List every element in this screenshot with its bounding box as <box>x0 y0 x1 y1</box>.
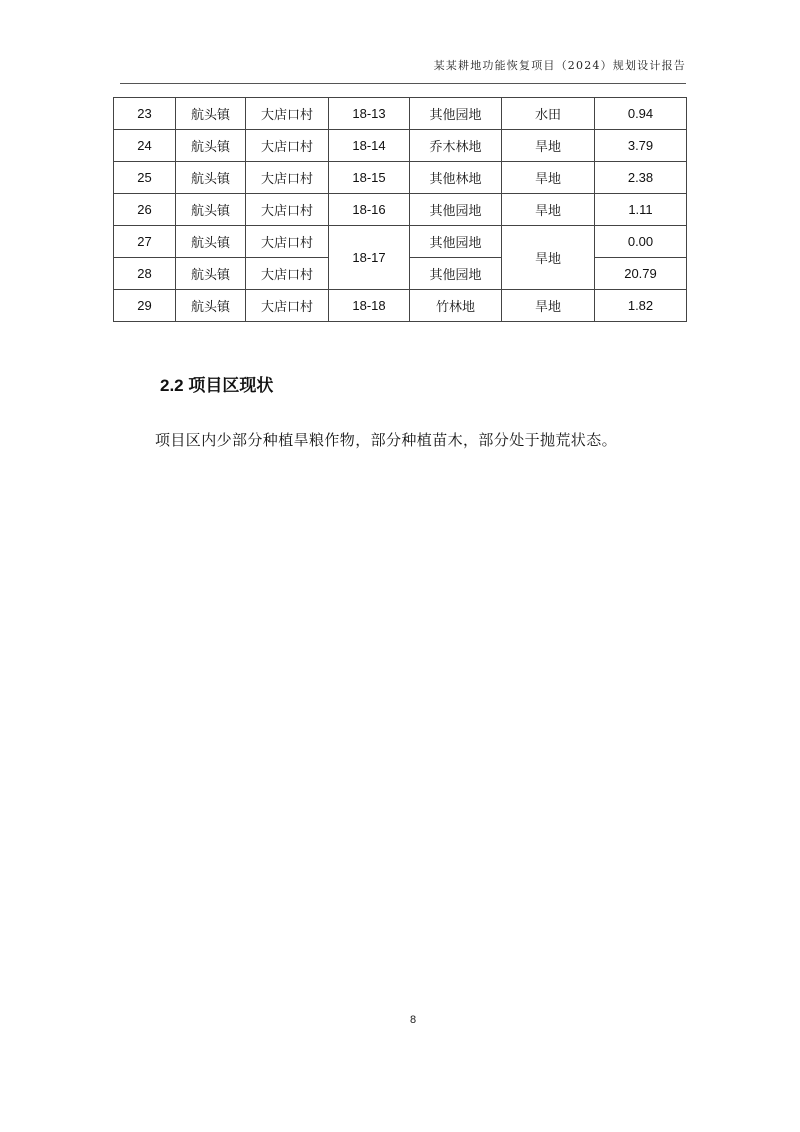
cell-land-class: 其他林地 <box>410 162 502 194</box>
table-row <box>114 226 687 258</box>
cell-village: 大店口村 <box>246 162 329 194</box>
cell-no: 26 <box>114 194 176 226</box>
cell-no: 25 <box>114 162 176 194</box>
cell-no: 27 <box>114 226 176 258</box>
cell-town: 航头镇 <box>176 98 246 130</box>
cell-no: 23 <box>114 98 176 130</box>
cell-land-class: 乔木林地 <box>410 130 502 162</box>
cell-field-type: 旱地 <box>502 162 595 194</box>
cell-town: 航头镇 <box>176 162 246 194</box>
cell-area: 1.82 <box>595 290 687 322</box>
cell-village: 大店口村 <box>246 130 329 162</box>
cell-village: 大店口村 <box>246 98 329 130</box>
cell-field-type: 旱地 <box>502 194 595 226</box>
section-heading: 2.2 项目区现状 <box>160 376 274 395</box>
cell-plot-merged: 18-17 <box>329 226 410 290</box>
cell-land-class: 其他园地 <box>410 258 502 290</box>
table-row <box>114 290 687 322</box>
cell-area: 0.00 <box>595 226 687 258</box>
cell-land-class: 竹林地 <box>410 290 502 322</box>
cell-town: 航头镇 <box>176 130 246 162</box>
header-divider <box>120 83 686 84</box>
table-row <box>114 130 687 162</box>
cell-land-class: 其他园地 <box>410 98 502 130</box>
cell-area: 2.38 <box>595 162 687 194</box>
cell-plot: 18-16 <box>329 194 410 226</box>
cell-village: 大店口村 <box>246 258 329 290</box>
cell-plot: 18-15 <box>329 162 410 194</box>
table-row <box>114 162 687 194</box>
cell-area: 1.11 <box>595 194 687 226</box>
cell-town: 航头镇 <box>176 194 246 226</box>
cell-field-type: 旱地 <box>502 130 595 162</box>
cell-land-class: 其他园地 <box>410 226 502 258</box>
cell-town: 航头镇 <box>176 258 246 290</box>
cell-area: 20.79 <box>595 258 687 290</box>
cell-plot: 18-18 <box>329 290 410 322</box>
cell-no: 24 <box>114 130 176 162</box>
cell-field-type: 水田 <box>502 98 595 130</box>
cell-town: 航头镇 <box>176 290 246 322</box>
cell-village: 大店口村 <box>246 194 329 226</box>
page-number: 8 <box>410 1014 417 1026</box>
cell-plot: 18-14 <box>329 130 410 162</box>
cell-area: 3.79 <box>595 130 687 162</box>
cell-plot: 18-13 <box>329 98 410 130</box>
cell-field-type-merged: 旱地 <box>502 226 595 290</box>
cell-field-type: 旱地 <box>502 290 595 322</box>
cell-no: 28 <box>114 258 176 290</box>
cell-village: 大店口村 <box>246 290 329 322</box>
cell-village: 大店口村 <box>246 226 329 258</box>
cell-land-class: 其他园地 <box>410 194 502 226</box>
cell-town: 航头镇 <box>176 226 246 258</box>
running-header: 某某耕地功能恢复项目（2024）规划设计报告 <box>433 59 686 72</box>
table-row <box>114 98 687 130</box>
cell-area: 0.94 <box>595 98 687 130</box>
table-row <box>114 194 687 226</box>
section-paragraph: 项目区内少部分种植旱粮作物，部分种植苗木，部分处于抛荒状态。 <box>155 431 618 449</box>
cell-no: 29 <box>114 290 176 322</box>
land-parcel-table <box>113 97 687 322</box>
